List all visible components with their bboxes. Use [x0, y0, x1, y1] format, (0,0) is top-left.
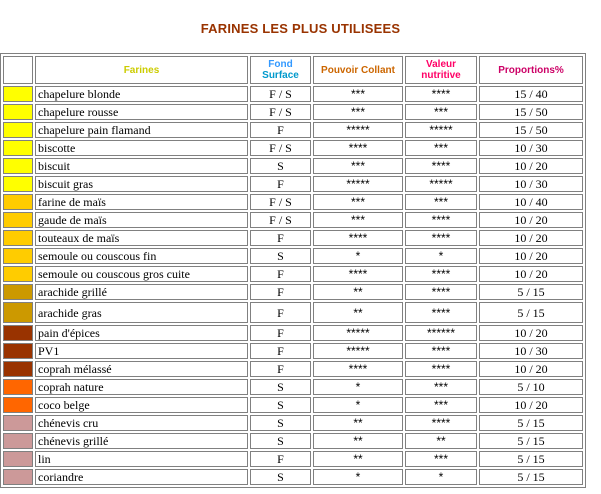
- valeur-nutritive-cell: ****: [405, 158, 477, 174]
- table-row: [3, 433, 583, 449]
- pouvoir-collant-cell: **: [313, 433, 403, 449]
- color-swatch: [3, 325, 33, 341]
- proportions-cell: 15 / 50: [479, 122, 583, 138]
- valeur-nutritive-cell: ****: [405, 415, 477, 431]
- fond-surface-cell: F / S: [250, 86, 311, 102]
- pouvoir-collant-cell: ****: [313, 230, 403, 246]
- pouvoir-collant-cell: **: [313, 284, 403, 300]
- valeur-nutritive-cell: ***: [405, 379, 477, 395]
- header-valeur-nutritive: [405, 56, 477, 84]
- proportions-cell: 5 / 15: [479, 433, 583, 449]
- pouvoir-collant-cell: ****: [313, 266, 403, 282]
- proportions-cell: 10 / 20: [479, 248, 583, 264]
- valeur-nutritive-cell: ***: [405, 140, 477, 156]
- color-swatch: [3, 140, 33, 156]
- flour-name-cell: chapelure blonde: [35, 86, 248, 102]
- page-title: FARINES LES PLUS UTILISEES: [200, 21, 401, 36]
- fond-surface-cell: F: [250, 122, 311, 138]
- color-swatch: [3, 284, 33, 300]
- color-swatch: [3, 397, 33, 413]
- pouvoir-collant-cell: **: [313, 451, 403, 467]
- flour-name-cell: arachide gras: [35, 302, 248, 323]
- table-row: [3, 415, 583, 431]
- farines-table: [0, 53, 586, 488]
- valeur-nutritive-cell: ***: [405, 397, 477, 413]
- proportions-cell: 10 / 30: [479, 140, 583, 156]
- flour-name-cell: arachide grillé: [35, 284, 248, 300]
- proportions-cell: 10 / 30: [479, 176, 583, 192]
- header-swatch-cell: [3, 56, 33, 84]
- valeur-nutritive-cell: ****: [405, 266, 477, 282]
- table-row: [3, 212, 583, 228]
- color-swatch: [3, 433, 33, 449]
- pouvoir-collant-cell: *****: [313, 325, 403, 341]
- fond-surface-cell: S: [250, 415, 311, 431]
- valeur-nutritive-cell: ****: [405, 230, 477, 246]
- pouvoir-collant-cell: ***: [313, 86, 403, 102]
- fond-surface-cell: F / S: [250, 212, 311, 228]
- color-swatch: [3, 379, 33, 395]
- valeur-nutritive-cell: *: [405, 469, 477, 485]
- pouvoir-collant-cell: *: [313, 469, 403, 485]
- color-swatch: [3, 248, 33, 264]
- proportions-cell: 10 / 20: [479, 230, 583, 246]
- flour-name-cell: chapelure rousse: [35, 104, 248, 120]
- color-swatch: [3, 361, 33, 377]
- proportions-cell: 5 / 15: [479, 469, 583, 485]
- valeur-nutritive-cell: ****: [405, 284, 477, 300]
- header-farines-label: Farines: [123, 64, 160, 76]
- pouvoir-collant-cell: **: [313, 302, 403, 323]
- flour-name-cell: semoule ou couscous fin: [35, 248, 248, 264]
- flour-name-cell: coprah nature: [35, 379, 248, 395]
- color-swatch: [3, 266, 33, 282]
- flour-name-cell: gaude de maïs: [35, 212, 248, 228]
- flour-name-cell: coriandre: [35, 469, 248, 485]
- pouvoir-collant-cell: *: [313, 248, 403, 264]
- fond-surface-cell: F: [250, 451, 311, 467]
- table-row: [3, 379, 583, 395]
- flour-name-cell: chénevis grillé: [35, 433, 248, 449]
- valeur-nutritive-cell: ****: [405, 212, 477, 228]
- table-row: [3, 284, 583, 300]
- color-swatch: [3, 122, 33, 138]
- table-row: [3, 266, 583, 282]
- fond-surface-cell: F: [250, 230, 311, 246]
- header-pouvoir-collant: [313, 56, 403, 84]
- proportions-cell: 10 / 20: [479, 361, 583, 377]
- table-body: [3, 56, 583, 485]
- color-swatch: [3, 415, 33, 431]
- flour-name-cell: PV1: [35, 343, 248, 359]
- valeur-nutritive-cell: ****: [405, 361, 477, 377]
- valeur-nutritive-cell: ***: [405, 194, 477, 210]
- fond-surface-cell: F / S: [250, 104, 311, 120]
- flour-name-cell: biscuit: [35, 158, 248, 174]
- fond-surface-cell: F: [250, 302, 311, 323]
- valeur-nutritive-cell: ****: [405, 343, 477, 359]
- fond-surface-cell: F / S: [250, 194, 311, 210]
- fond-surface-cell: F: [250, 266, 311, 282]
- fond-surface-cell: S: [250, 158, 311, 174]
- proportions-cell: 10 / 30: [479, 343, 583, 359]
- table-row: [3, 230, 583, 246]
- table-row: [3, 343, 583, 359]
- proportions-cell: 15 / 40: [479, 86, 583, 102]
- color-swatch: [3, 212, 33, 228]
- table-row: [3, 397, 583, 413]
- header-pouvoir-collant-label: Pouvoir Collant: [321, 64, 395, 76]
- table-header-row: [3, 56, 583, 84]
- header-proportions-label: Proportions%: [498, 64, 564, 76]
- valeur-nutritive-cell: ****: [405, 86, 477, 102]
- color-swatch: [3, 451, 33, 467]
- color-swatch: [3, 302, 33, 323]
- table-row: [3, 86, 583, 102]
- valeur-nutritive-cell: ******: [405, 325, 477, 341]
- fond-surface-cell: F: [250, 176, 311, 192]
- header-fond-surface: [250, 56, 311, 84]
- proportions-cell: 5 / 15: [479, 451, 583, 467]
- proportions-cell: 5 / 15: [479, 302, 583, 323]
- fond-surface-cell: S: [250, 397, 311, 413]
- pouvoir-collant-cell: ***: [313, 212, 403, 228]
- fond-surface-cell: F: [250, 361, 311, 377]
- color-swatch: [3, 176, 33, 192]
- flour-name-cell: semoule ou couscous gros cuite: [35, 266, 248, 282]
- pouvoir-collant-cell: *: [313, 379, 403, 395]
- table-row: [3, 104, 583, 120]
- color-swatch: [3, 86, 33, 102]
- table-row: [3, 451, 583, 467]
- flour-name-cell: coprah mélassé: [35, 361, 248, 377]
- header-fond-label: Fond: [268, 59, 293, 70]
- valeur-nutritive-cell: ***: [405, 451, 477, 467]
- pouvoir-collant-cell: *: [313, 397, 403, 413]
- pouvoir-collant-cell: ***: [313, 158, 403, 174]
- proportions-cell: 5 / 15: [479, 284, 583, 300]
- table-row: [3, 176, 583, 192]
- header-valeur-label: Valeur: [425, 59, 457, 70]
- color-swatch: [3, 469, 33, 485]
- valeur-nutritive-cell: ***: [405, 104, 477, 120]
- color-swatch: [3, 104, 33, 120]
- proportions-cell: 10 / 20: [479, 266, 583, 282]
- table-row: [3, 325, 583, 341]
- fond-surface-cell: S: [250, 469, 311, 485]
- proportions-cell: 10 / 20: [479, 158, 583, 174]
- fond-surface-cell: S: [250, 433, 311, 449]
- proportions-cell: 10 / 20: [479, 212, 583, 228]
- valeur-nutritive-cell: **: [405, 433, 477, 449]
- pouvoir-collant-cell: *****: [313, 122, 403, 138]
- proportions-cell: 10 / 20: [479, 397, 583, 413]
- header-surface-label: Surface: [262, 70, 299, 81]
- table-row: [3, 140, 583, 156]
- color-swatch: [3, 230, 33, 246]
- color-swatch: [3, 158, 33, 174]
- pouvoir-collant-cell: ****: [313, 361, 403, 377]
- fond-surface-cell: S: [250, 248, 311, 264]
- flour-name-cell: biscotte: [35, 140, 248, 156]
- header-farines: [35, 56, 248, 84]
- pouvoir-collant-cell: ***: [313, 104, 403, 120]
- flour-name-cell: coco belge: [35, 397, 248, 413]
- pouvoir-collant-cell: ****: [313, 140, 403, 156]
- flour-name-cell: chapelure pain flamand: [35, 122, 248, 138]
- color-swatch: [3, 194, 33, 210]
- pouvoir-collant-cell: *****: [313, 176, 403, 192]
- fond-surface-cell: F: [250, 343, 311, 359]
- flour-name-cell: lin: [35, 451, 248, 467]
- table-row: [3, 469, 583, 485]
- valeur-nutritive-cell: *****: [405, 176, 477, 192]
- fond-surface-cell: F: [250, 325, 311, 341]
- table-row: [3, 158, 583, 174]
- flour-name-cell: touteaux de maïs: [35, 230, 248, 246]
- fond-surface-cell: S: [250, 379, 311, 395]
- table-row: [3, 361, 583, 377]
- table-row: [3, 194, 583, 210]
- valeur-nutritive-cell: *: [405, 248, 477, 264]
- header-nutritive-label: nutritive: [421, 70, 461, 81]
- table-row: [3, 302, 583, 323]
- proportions-cell: 10 / 20: [479, 325, 583, 341]
- flour-name-cell: pain d'épices: [35, 325, 248, 341]
- proportions-cell: 5 / 15: [479, 415, 583, 431]
- valeur-nutritive-cell: ****: [405, 302, 477, 323]
- header-proportions: [479, 56, 583, 84]
- proportions-cell: 5 / 10: [479, 379, 583, 395]
- proportions-cell: 15 / 50: [479, 104, 583, 120]
- flour-name-cell: chénevis cru: [35, 415, 248, 431]
- pouvoir-collant-cell: *****: [313, 343, 403, 359]
- fond-surface-cell: F: [250, 284, 311, 300]
- pouvoir-collant-cell: **: [313, 415, 403, 431]
- pouvoir-collant-cell: ***: [313, 194, 403, 210]
- table-row: [3, 248, 583, 264]
- flour-name-cell: farine de maïs: [35, 194, 248, 210]
- table-row: [3, 122, 583, 138]
- color-swatch: [3, 343, 33, 359]
- valeur-nutritive-cell: *****: [405, 122, 477, 138]
- fond-surface-cell: F / S: [250, 140, 311, 156]
- flour-name-cell: biscuit gras: [35, 176, 248, 192]
- proportions-cell: 10 / 40: [479, 194, 583, 210]
